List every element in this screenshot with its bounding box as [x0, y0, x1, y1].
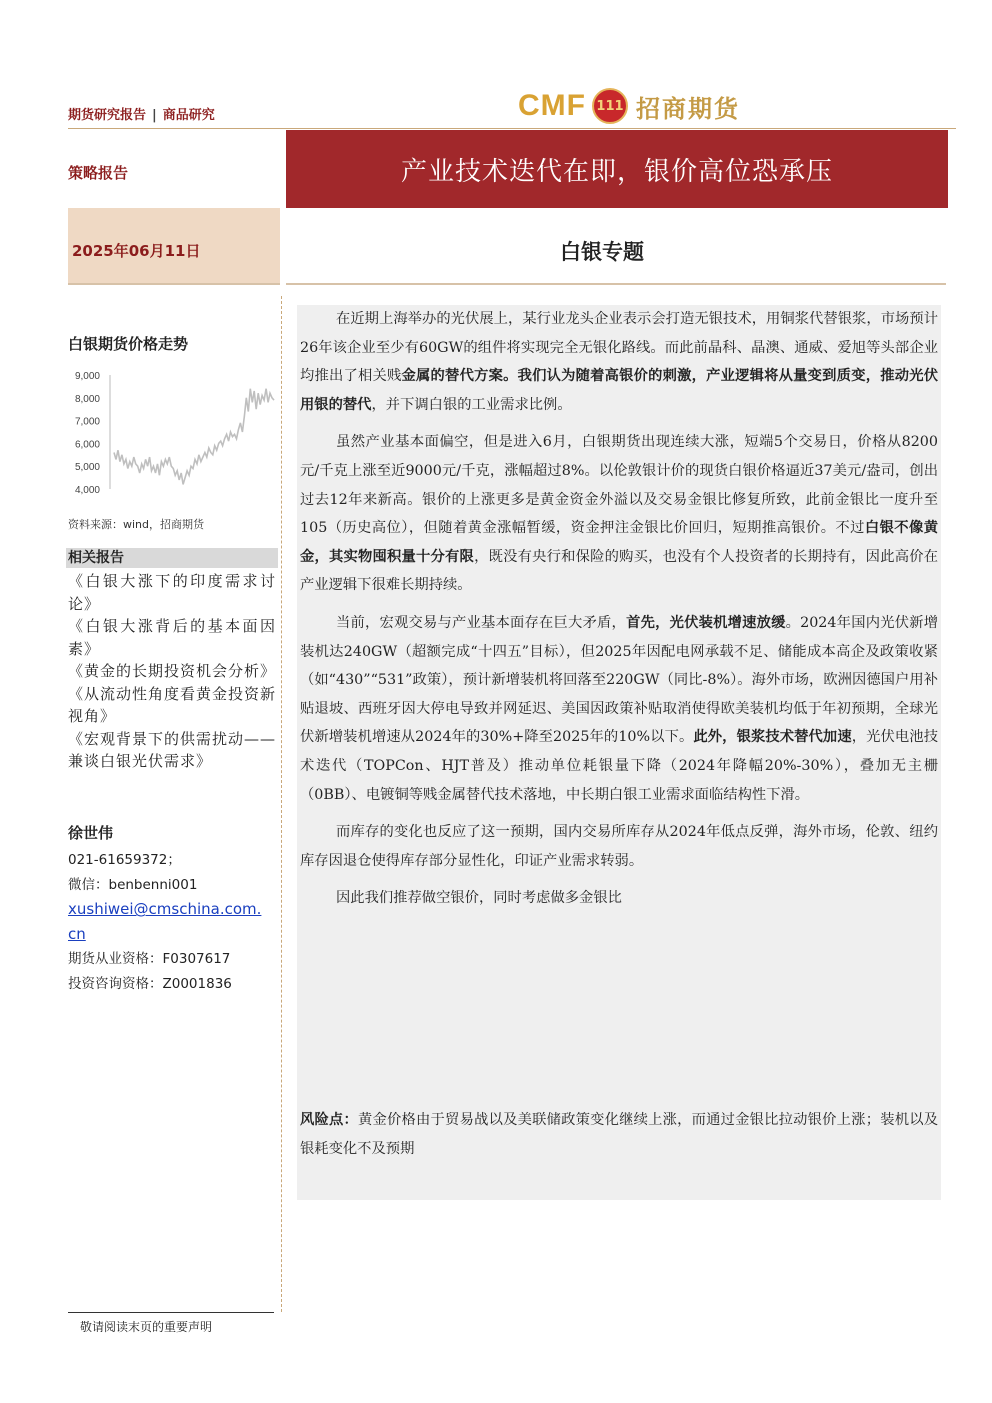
y-tick-label: 7,000 — [74, 416, 100, 428]
text-emphasis: 此外，银浆技术替代加速 — [693, 729, 852, 746]
report-topic: 白银专题 — [560, 239, 644, 264]
logo-en: CMF — [518, 89, 586, 122]
text-run: 当前，宏观交易与产业基本面存在巨大矛盾， — [336, 614, 627, 631]
author-name: 徐世伟 — [68, 824, 114, 842]
text-run: ，光伏电池技术迭代（TOPCon、HJT普及）推动单位耗银量下降（2024年降幅20%-30%），叠加无主栅（0BB）、电镀铜等贱金属替代技术落地，中长期白银工业需求面临结构性下滑。 — [300, 729, 939, 803]
title-banner — [286, 130, 948, 208]
risk-label: 风险点： — [300, 1112, 359, 1128]
y-tick-label: 6,000 — [74, 439, 100, 451]
related-report-link[interactable]: 《从流动性角度看黄金投资新视角》 — [68, 684, 277, 725]
paragraph-1 — [300, 305, 938, 419]
column-separator — [281, 296, 282, 1312]
logo-badge-icon: 111 — [592, 88, 628, 124]
related-reports-heading: 相关报告 — [66, 548, 278, 568]
author-email-link[interactable] — [68, 897, 280, 946]
price-series-line — [114, 389, 274, 485]
text-run: 虽然产业基本面偏空，但是进入6月，白银期货出现连续大涨，短端5个交易日，价格从8200元/千克上涨至近9000元/千克，涨幅超过8%。以伦敦银计价的现货白银价格逼近37美元/盎司，创出过去12年来新高。银价的上涨更多是黄金资金外溢以及交易金银比修复所致，此前金银比一度升至105（历史高位），但随着黄金涨幅暂缓，资金押注金银比价回归，短期推高银价。不过 — [300, 434, 938, 537]
y-tick-label: 8,000 — [74, 393, 100, 405]
topic-divider — [286, 283, 946, 285]
paragraph-3 — [300, 609, 938, 809]
paragraph-5: 因此我们推荐做空银价，同时考虑做多金银比 — [336, 890, 622, 907]
footer-disclaimer: 敬请阅读末页的重要声明 — [80, 1320, 213, 1334]
author-info — [68, 848, 280, 996]
price-chart — [66, 365, 278, 500]
text-run: ，并下调白银的工业需求比例。 — [371, 396, 572, 413]
text-emphasis: 首先，光伏装机增速放缓 — [626, 614, 786, 631]
report-type-label: 策略报告 — [68, 164, 129, 182]
y-tick-label: 4,000 — [74, 485, 100, 496]
related-report-link[interactable]: 《白银大涨下的印度需求讨论》 — [68, 572, 276, 613]
risk-note — [300, 1106, 938, 1163]
category-label: 期货研究报告 — [68, 108, 147, 123]
report-title: 产业技术迭代在即，银价高位恐承压 — [400, 156, 833, 187]
subcategory-label: 商品研究 — [162, 108, 215, 123]
footer-divider — [68, 1312, 274, 1313]
author-email-part2[interactable]: cn — [68, 925, 86, 944]
report-category — [68, 104, 215, 123]
report-date: 2025年06月11日 — [72, 242, 201, 260]
company-logo — [518, 86, 740, 126]
chart-heading: 白银期货价格走势 — [68, 335, 189, 353]
y-tick-label: 5,000 — [74, 462, 100, 474]
author-license-advisory: 投资咨询资格：Z0001836 — [68, 975, 232, 992]
header-divider — [68, 128, 956, 129]
risk-text: 黄金价格由于贸易战以及美联储政策变化继续上涨，而通过金银比拉动银价上涨；装机以及银耗变化不及预期 — [300, 1112, 939, 1157]
related-report-link[interactable]: 《黄金的长期投资机会分析》 — [68, 662, 277, 680]
author-wechat: 微信：benbenni001 — [68, 876, 198, 893]
y-tick-label: 9,000 — [74, 371, 100, 382]
author-license-futures: 期货从业资格：F0307617 — [68, 950, 231, 967]
related-reports-list — [68, 570, 276, 773]
author-phone: 021-61659372； — [68, 852, 181, 868]
text-emphasis: 金属的替代方案。我们认为随着高银价的刺激，产业逻辑将从量变到质变，推动光伏用银的替代 — [300, 368, 939, 413]
text-emphasis: 白银不像黄金，其实物囤积量十分有限 — [300, 520, 938, 565]
related-report-link[interactable]: 《白银大涨背后的基本面因素》 — [68, 617, 276, 658]
author-email-part1[interactable]: xushiwei@cmschina.com. — [68, 900, 262, 919]
paragraph-4: 而库存的变化也反应了这一预期，国内交易所库存从2024年低点反弹，海外市场，伦敦、纽约库存因退仓使得库存部分显性化，印证产业需求转弱。 — [300, 824, 938, 869]
category-separator: | — [152, 108, 157, 123]
date-divider — [68, 283, 280, 285]
logo-cn: 招商期货 — [635, 94, 740, 123]
text-run: 在近期上海举办的光伏展上，某行业龙头企业表示会打造无银技术，用铜浆代替银浆，市场预计26年该企业至少有60GW的组件将实现完全无银化路线。而此前晶科、晶澳、通威、爱旭等头部企业均推出了相关贱 — [300, 311, 938, 385]
text-run: ，既没有央行和保险的购买，也没有个人投资者的长期持有，因此高价在产业逻辑下很难长期持续。 — [300, 548, 939, 594]
paragraph-2 — [300, 428, 938, 600]
chart-source: 资料来源：wind，招商期货 — [68, 518, 205, 531]
summary-body — [300, 305, 938, 922]
text-run: 。2024年国内光伏新增装机达240GW（超额完成“十四五”目标），但2025年因配电网承载不足、储能成本高企及政策收紧（如“430”“531”政策），预计新增装机将回落至220GW（同比-8%）。海外市场，欧洲因德国户用补贴退坡、西班牙因大停电导致并网延迟、美国因政策补贴取消使得欧美装机均低于年初预期，全球光伏新增装机增速从2024年的30%+降至2025年的10%以下。 — [300, 614, 939, 746]
related-report-link[interactable]: 《宏观背景下的供需扰动——兼谈白银光伏需求》 — [68, 729, 277, 770]
